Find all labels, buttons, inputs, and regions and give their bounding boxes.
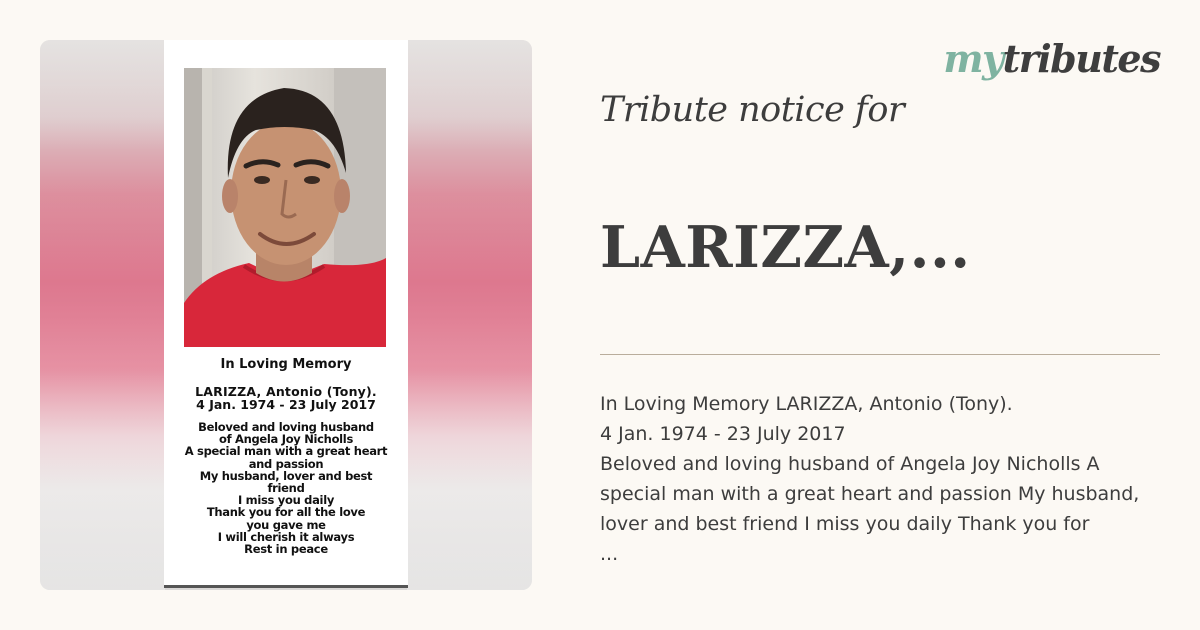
notice-body-line: My husband, lover and best	[199, 468, 373, 483]
notice-body-line: Rest in peace	[244, 542, 328, 557]
notice-deceased-name: LARIZZA, Antonio (Tony).	[195, 384, 377, 399]
blurred-background-left	[40, 40, 165, 590]
logo-my: my	[943, 36, 1003, 81]
divider	[600, 354, 1160, 355]
summary-line: lover and best friend I miss you daily Thank you for	[600, 513, 1090, 535]
summary-line: Beloved and loving husband of Angela Joy Nicholls A	[600, 453, 1100, 475]
page-subtitle: Tribute notice for	[600, 90, 905, 130]
summary-line: In Loving Memory LARIZZA, Antonio (Tony).	[600, 393, 1013, 415]
notice-body-line: A special man with a great heart	[184, 444, 388, 459]
notice-body-line: you gave me	[246, 517, 326, 532]
notice-body-line: I will cherish it always	[217, 529, 355, 544]
tribute-image-panel	[40, 40, 532, 590]
blurred-background-right	[407, 40, 532, 590]
portrait-illustration	[184, 68, 386, 347]
newspaper-notice-card	[164, 40, 408, 588]
notice-body-line: and passion	[248, 456, 324, 471]
notice-body-line: Beloved and loving husband	[198, 420, 374, 434]
notice-body-line: Thank you for all the love	[206, 505, 366, 520]
notice-body-line: friend	[267, 481, 305, 496]
notice-body-line: of Angela Joy Nicholls	[218, 432, 353, 447]
summary-line: special man with a great heart and passion My husband,	[600, 483, 1140, 505]
notice-heading: In Loving Memory	[220, 357, 352, 372]
notice-body-line: I miss you daily	[237, 493, 335, 508]
tribute-summary	[600, 389, 1180, 569]
summary-line: 4 Jan. 1974 - 23 July 2017	[600, 423, 846, 445]
logo-tributes: tributes	[1002, 36, 1160, 81]
portrait-photo	[184, 68, 386, 347]
mytributes-logo[interactable]	[943, 36, 1160, 81]
deceased-name-heading: LARIZZA,...	[600, 214, 971, 281]
notice-body	[164, 421, 408, 555]
summary-ellipsis: ...	[600, 543, 619, 565]
notice-dates: 4 Jan. 1974 - 23 July 2017	[196, 397, 376, 412]
